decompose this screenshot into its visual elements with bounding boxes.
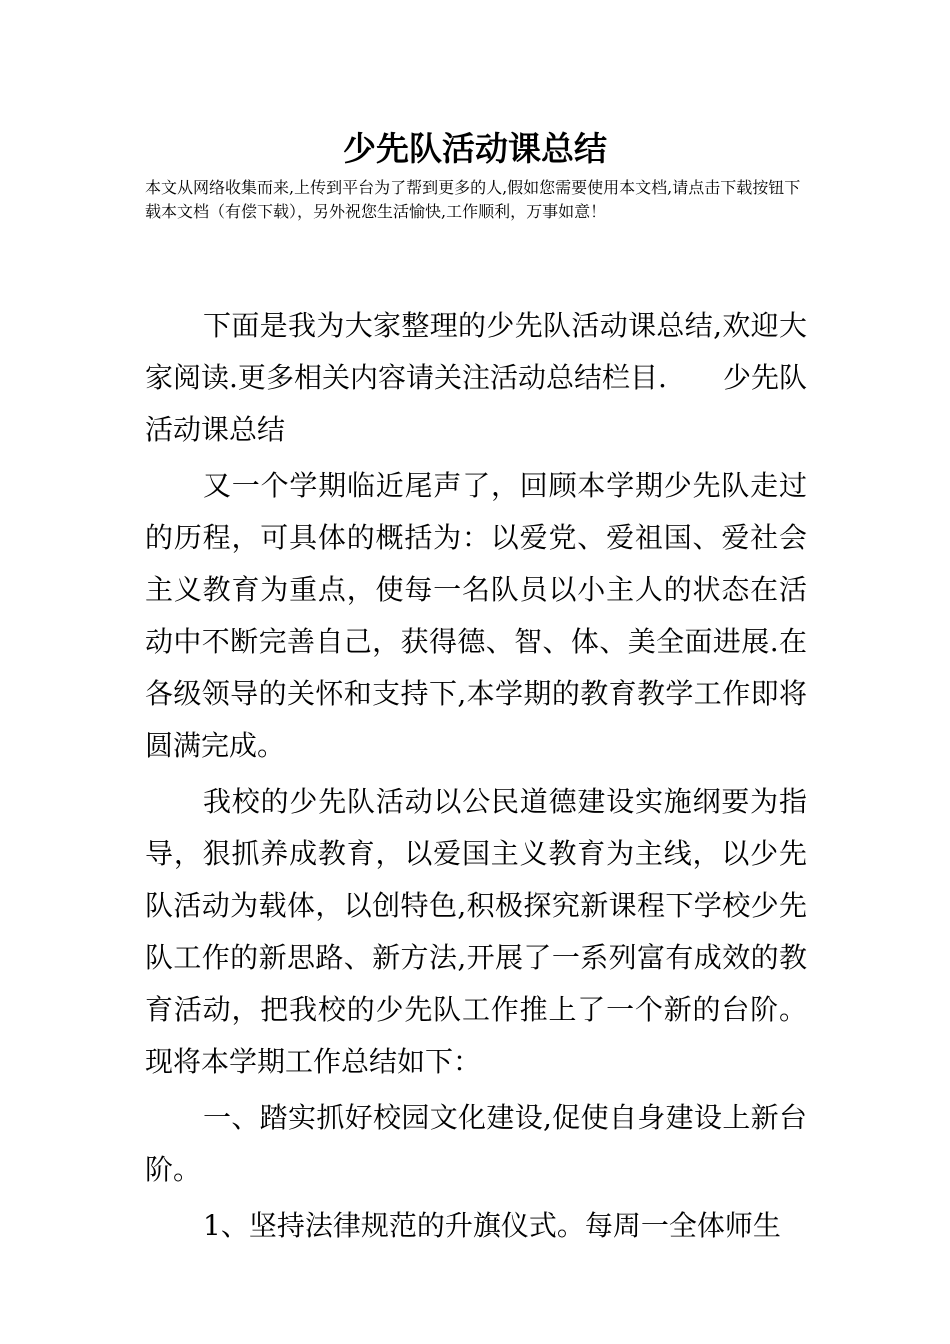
document-body	[145, 300, 807, 1256]
paragraph-item-one: 1、坚持法律规范的升旗仪式。每周一全体师生	[203, 1209, 781, 1242]
document-title: 少先队活动课总结	[343, 129, 607, 168]
paragraph-overview: 又一个学期临近尾声了，回顾本学期少先队走过的历程，可具体的概括为：以爱党、爱祖国、爱社会主义教育为重点，使每一名队员以小主人的状态在活动中不断完善自己，获得德、智、体、美全面进展.在各级领导的关怀和支持下,本学期的教育教学工作即将圆满完成。	[145, 469, 807, 762]
download-notice: 本文从网络收集而来,上传到平台为了帮到更多的人,假如您需要使用本文档,请点击下载按钮下载本文档（有偿下载），另外祝您生活愉快,工作顺利，万事如意！	[145, 178, 801, 221]
paragraph-intro: 下面是我为大家整理的少先队活动课总结,欢迎大家阅读.更多相关内容请关注活动总结栏目. 少先队活动课总结	[145, 309, 807, 446]
paragraph-activities: 我校的少先队活动以公民道德建设实施纲要为指导，狠抓养成教育，以爱国主义教育为主线，以少先队活动为载体，以创特色,积极探究新课程下学校少先队工作的新思路、新方法,开展了一系列富有成效的教育活动，把我校的少先队工作推上了一个新的台阶。现将本学期工作总结如下：	[145, 785, 807, 1078]
paragraph-section-one: 一、踏实抓好校园文化建设,促使自身建设上新台阶。	[145, 1101, 807, 1186]
